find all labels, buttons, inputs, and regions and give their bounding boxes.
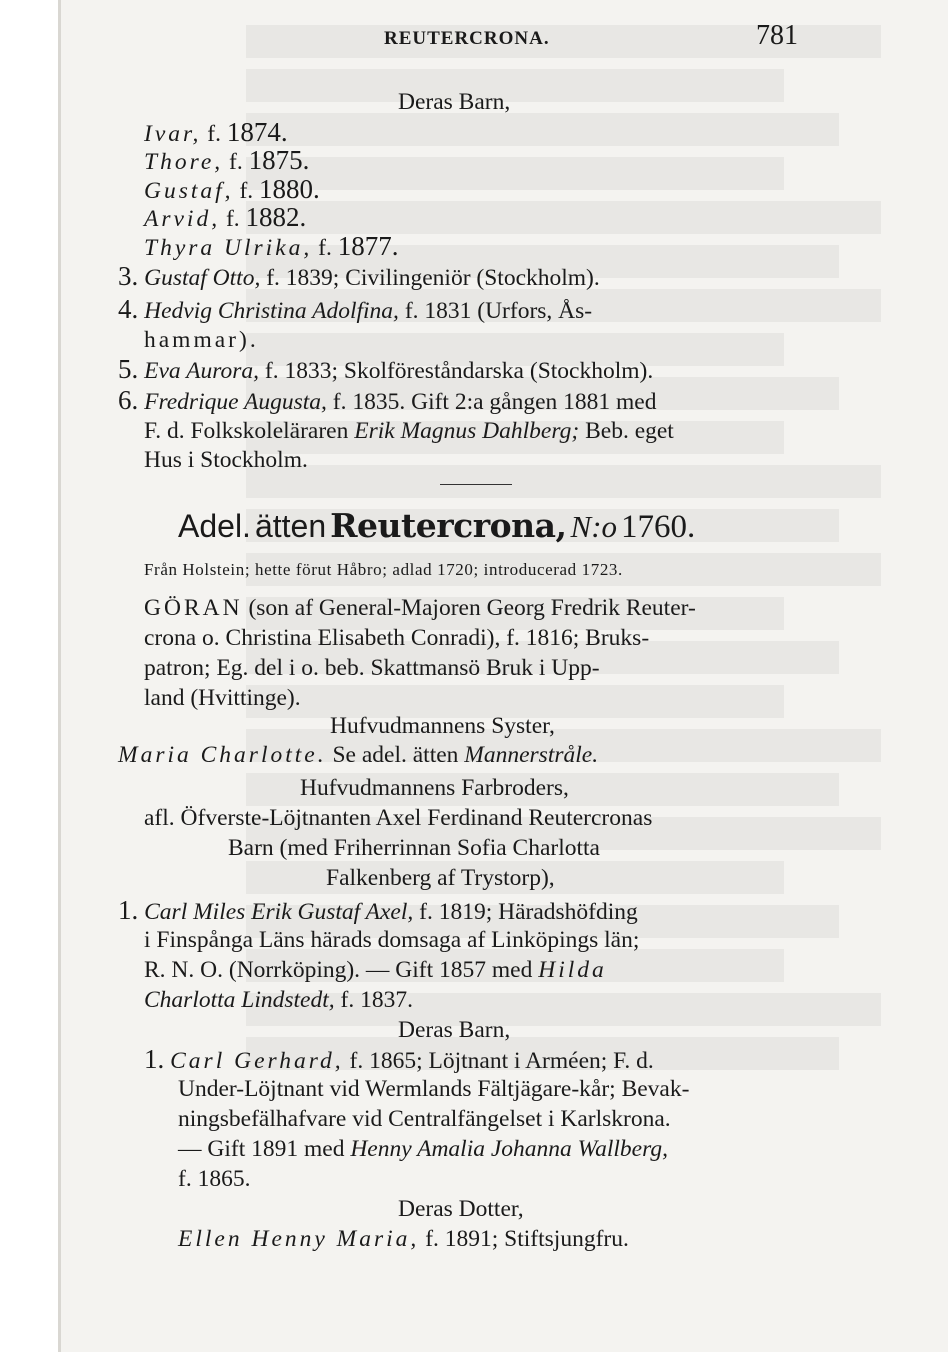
carl-entry: 1. Carl Miles Erik Gustaf Axel, f. 1819; Häradshöfding <box>118 895 638 925</box>
farbroder-heading: Hufvudmannens Farbroders, <box>300 775 569 801</box>
entry-6: 6. Fredrique Augusta, f. 1835. Gift 2:a gången 1881 med <box>118 385 657 415</box>
carl-line4: Charlotta Lindstedt, f. 1837. <box>144 987 413 1013</box>
daughter-entry: Ellen Henny Maria, f. 1891; Stiftsjungfru. <box>178 1226 629 1252</box>
goran-line1: GÖRAN (son af General-Majoren Georg Fredrik Reuter- <box>144 595 696 621</box>
goran-line3: patron; Eg. del i o. beb. Skattmansö Bruk i Upp- <box>144 655 600 681</box>
syster-entry: Maria Charlotte. Se adel. ätten Mannerstråle. <box>118 742 599 768</box>
syster-heading: Hufvudmannens Syster, <box>330 713 555 739</box>
carl-gerhard-line3: ningsbefälhafvare vid Centralfängelset i Karlskrona. <box>178 1106 671 1132</box>
family-title: Adel. ätten Reutercrona, N:o 1760. <box>178 506 696 545</box>
goran-line2: crona o. Christina Elisabeth Conradi), f. 1816; Bruks- <box>144 625 650 651</box>
farbroder-line1: afl. Öfverste-Löjtnanten Axel Ferdinand Reutercronas <box>144 805 653 831</box>
children-heading-2: Deras Barn, <box>398 1017 511 1043</box>
child-entry: Thore, f. 1875. <box>144 145 310 175</box>
carl-gerhard-line4: — Gift 1891 med Henny Amalia Johanna Wallberg, <box>178 1136 668 1162</box>
goran-line4: land (Hvittinge). <box>144 685 301 711</box>
entry-4-continued: hammar). <box>144 327 259 353</box>
child-entry: Gustaf, f. 1880. <box>144 174 320 204</box>
farbroder-line3: Falkenberg af Trystorp), <box>326 865 555 891</box>
running-head: REUTERCRONA. <box>384 28 550 49</box>
entry-4: 4. Hedvig Christina Adolfina, f. 1831 (Urfors, Ås- <box>118 294 593 324</box>
entry-6-line3: Hus i Stockholm. <box>144 447 308 473</box>
carl-gerhard-line5: f. 1865. <box>178 1166 251 1192</box>
entry-5: 5. Eva Aurora, f. 1833; Skolföreståndarska (Stockholm). <box>118 354 654 384</box>
carl-gerhard-entry: 1. Carl Gerhard, f. 1865; Löjtnant i Arméen; F. d. <box>144 1044 654 1074</box>
carl-line3: R. N. O. (Norrköping). — Gift 1857 med Hilda <box>144 957 607 983</box>
section-divider <box>440 484 512 485</box>
children-heading: Deras Barn, <box>398 89 511 115</box>
page-number: 781 <box>756 20 798 51</box>
child-entry: Thyra Ulrika, f. 1877. <box>144 231 399 261</box>
child-entry: Ivar, f. 1874. <box>144 117 288 147</box>
daughter-heading: Deras Dotter, <box>398 1196 524 1222</box>
farbroder-line2: Barn (med Friherrinnan Sofia Charlotta <box>228 835 600 861</box>
carl-line2: i Finspånga Läns härads domsaga af Linköpings län; <box>144 927 640 953</box>
child-entry: Arvid, f. 1882. <box>144 202 307 232</box>
entry-3: 3. Gustaf Otto, f. 1839; Civilingeniör (Stockholm). <box>118 261 600 291</box>
entry-6-line2: F. d. Folkskoleläraren Erik Magnus Dahlberg; Beb. eget <box>144 418 674 444</box>
page-header <box>0 20 948 54</box>
origin-note: Från Holstein; hette förut Håbro; adlad 1720; introducerad 1723. <box>144 560 623 579</box>
carl-gerhard-line2: Under-Löjtnant vid Wermlands Fältjägare-kår; Bevak- <box>178 1076 690 1102</box>
